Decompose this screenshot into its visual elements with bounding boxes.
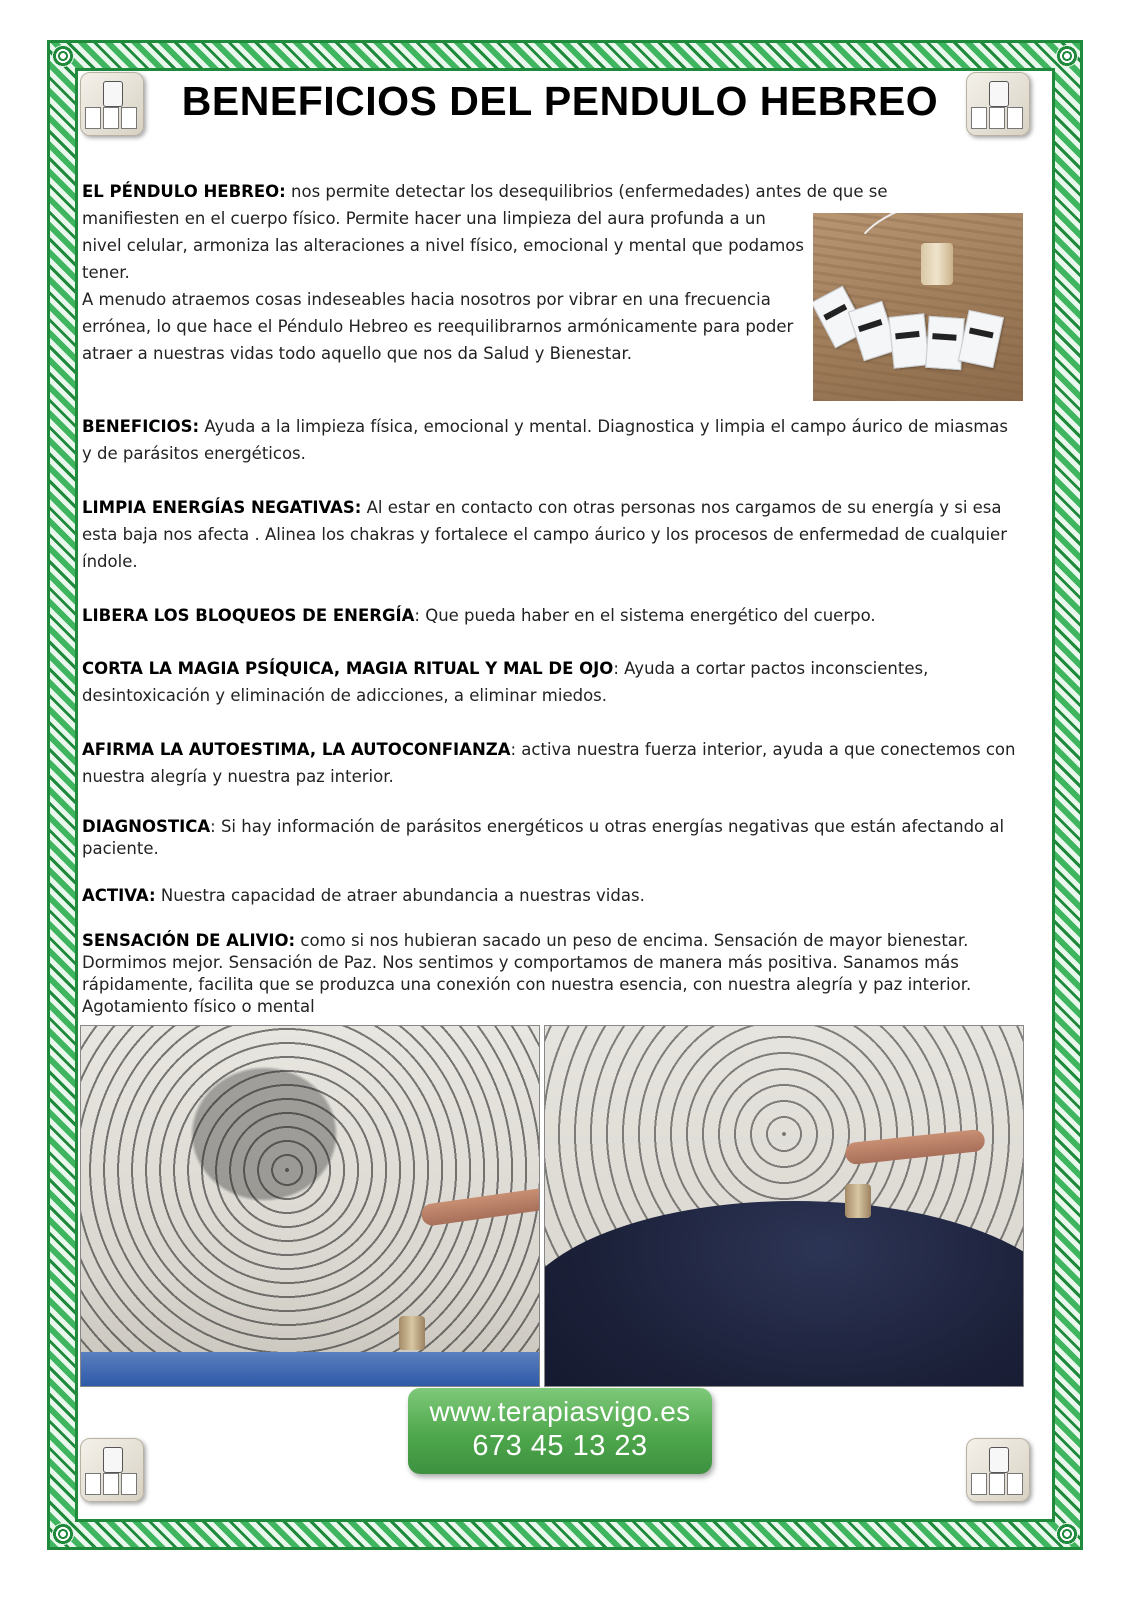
corner-ornament-icon bbox=[52, 45, 74, 67]
pendulum-photo bbox=[813, 213, 1023, 401]
intro-text: manifiesten en el cuerpo físico. Permite hacer una limpieza del aura profunda a un nivel celular, armoniza las alteraciones a nivel físico, emocional y mental que podamos tener. bbox=[82, 209, 804, 282]
section-heading: AFIRMA LA AUTOESTIMA, LA AUTOCONFIANZA bbox=[82, 740, 511, 759]
contact-banner[interactable] bbox=[408, 1388, 712, 1474]
intro-text-2: A menudo atraemos cosas indeseables hacia nosotros por vibrar en una frecuencia errónea, lo que hace el Péndulo Hebreo es reequilibrarnos armónicamente para poder atraer a nuestras vidas todo aquello que nos da Salud y Bienestar. bbox=[82, 290, 794, 363]
corner-ornament-icon bbox=[52, 1523, 74, 1545]
section-text: como si nos hubieran sacado un peso de encima. Sensación de mayor bienestar. Dormimos mejor. Sensación de Paz. Nos sentimos y comportamos de manera más positiva. Sanamos más rápidamente, facilita que se produzca una conexión con nuestra esencia, con nuestra alegría y paz interior. Agotamiento físico o mental bbox=[82, 931, 972, 1016]
section-heading: ACTIVA: bbox=[82, 886, 156, 905]
section-text: Al estar en contacto con otras personas nos cargamos de su energía y si esa esta baja nos afecta . Alinea los chakras y fortalece el campo áurico y los procesos de enfermedad de cualquier índole. bbox=[82, 498, 1007, 571]
section-text: : Ayuda a cortar pactos inconscientes, desintoxicación y eliminación de adicciones, a eliminar miedos. bbox=[82, 659, 929, 705]
pendulum-thumbnail-icon bbox=[80, 72, 144, 136]
section-heading: DIAGNOSTICA bbox=[82, 817, 211, 836]
website-link[interactable]: www.terapiasvigo.es bbox=[429, 1396, 691, 1427]
section-corta-magia bbox=[82, 655, 1022, 709]
section-text: Ayuda a la limpieza física, emocional y mental. Diagnostica y limpia el campo áurico de miasmas y de parásitos energéticos. bbox=[82, 417, 1008, 463]
section-libera-bloqueos bbox=[82, 602, 1022, 629]
phone-number[interactable]: 673 45 13 23 bbox=[472, 1430, 648, 1462]
section-heading: SENSACIÓN DE ALIVIO: bbox=[82, 931, 296, 950]
section-beneficios bbox=[82, 413, 1022, 467]
pendulum-thumbnail-icon bbox=[966, 72, 1030, 136]
section-limpia-energias bbox=[82, 494, 1022, 575]
section-sensacion-alivio bbox=[82, 930, 1022, 1018]
corner-ornament-icon bbox=[1056, 45, 1078, 67]
section-heading: BENEFICIOS: bbox=[82, 417, 200, 436]
section-activa bbox=[82, 882, 1022, 909]
page-title: BENEFICIOS DEL PENDULO HEBREO bbox=[181, 78, 939, 124]
section-text: : activa nuestra fuerza interior, ayuda a que conectemos con nuestra alegría y nuestra paz interior. bbox=[82, 740, 1016, 786]
therapy-photo-right bbox=[544, 1025, 1024, 1387]
intro-line1: nos permite detectar los desequilibrios (enfermedades) antes de que se bbox=[285, 182, 888, 201]
corner-ornament-icon bbox=[1056, 1523, 1078, 1545]
section-text: : Que pueda haber en el sistema energético del cuerpo. bbox=[414, 606, 876, 625]
section-text: : Si hay información de parásitos energéticos u otras energías negativas que están afectando al paciente. bbox=[82, 817, 1005, 858]
section-heading: CORTA LA MAGIA PSÍQUICA, MAGIA RITUAL Y MAL DE OJO bbox=[82, 659, 614, 678]
section-autoestima bbox=[82, 736, 1022, 790]
section-text: Nuestra capacidad de atraer abundancia a nuestras vidas. bbox=[155, 886, 645, 905]
section-heading: LIMPIA ENERGÍAS NEGATIVAS: bbox=[82, 498, 362, 517]
section-heading: LIBERA LOS BLOQUEOS DE ENERGÍA bbox=[82, 606, 415, 625]
therapy-photo-left bbox=[80, 1025, 540, 1387]
section-diagnostica bbox=[82, 816, 1022, 860]
intro-heading: EL PÉNDULO HEBREO: bbox=[82, 182, 286, 201]
pendulum-thumbnail-icon bbox=[966, 1438, 1030, 1502]
pendulum-thumbnail-icon bbox=[80, 1438, 144, 1502]
